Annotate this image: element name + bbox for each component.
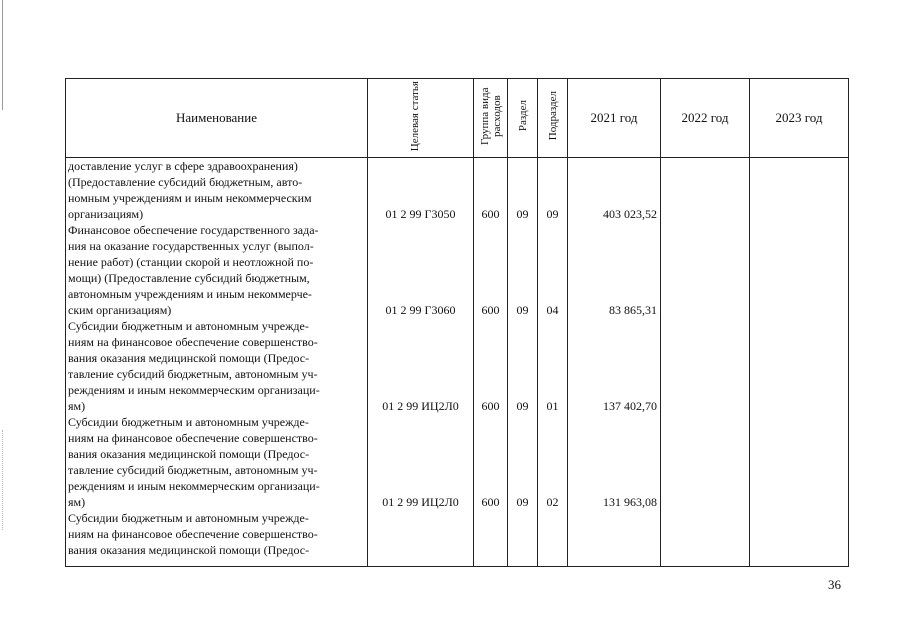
name-text-line: мощи) (Предоставление субсидий бюджетным, xyxy=(68,271,310,285)
name-text-block xyxy=(68,158,364,558)
year-2021-column xyxy=(568,158,661,567)
year-2023-column xyxy=(750,158,849,567)
left-margin-dotted-line xyxy=(2,430,4,530)
name-text-line: вания оказания медицинской помощи (Предос- xyxy=(68,543,310,557)
header-2023: 2023 год xyxy=(750,79,849,158)
name-text-line: вания оказания медицинской помощи (Предос- xyxy=(68,447,310,461)
name-text-line: тавление субсидий бюджетным, автономным уч- xyxy=(68,367,318,381)
name-text-line: ниям на финансовое обеспечение совершенство- xyxy=(68,431,318,445)
name-text-line: ниям на финансовое обеспечение совершенство- xyxy=(68,527,318,541)
name-text-line: ниям на финансовое обеспечение совершенство- xyxy=(68,335,318,349)
header-section xyxy=(508,79,538,158)
name-text-line: ям) xyxy=(68,399,86,413)
expense-group-cell: 600 xyxy=(481,399,500,413)
subsection-cell: 02 xyxy=(546,495,559,509)
header-2022: 2022 год xyxy=(661,79,750,158)
section-cell: 09 xyxy=(516,495,529,509)
header-target-article-label: Целевая статья xyxy=(408,80,421,152)
target-article-cell: 01 2 99 ИЦ2Л0 xyxy=(382,399,459,413)
name-text-line: ям) xyxy=(68,495,86,509)
name-text-line: организациям) xyxy=(68,207,144,221)
name-text-line: Субсидии бюджетным и автономным учрежде- xyxy=(68,319,309,333)
name-text-line: Субсидии бюджетным и автономным учрежде- xyxy=(68,511,309,525)
page-number: 36 xyxy=(828,577,841,592)
amount-2021-cell: 137 402,70 xyxy=(603,399,657,413)
name-text-line: доставление услуг в сфере здравоохранения) xyxy=(68,159,298,173)
year-2022-stack xyxy=(661,158,749,566)
name-text-line: вания оказания медицинской помощи (Предос- xyxy=(68,351,310,365)
section-cell: 09 xyxy=(516,303,529,317)
header-name: Наименование xyxy=(66,79,368,158)
name-text-line: Субсидии бюджетным и автономным учрежде- xyxy=(68,415,309,429)
table-body-row xyxy=(66,158,849,567)
budget-table xyxy=(65,78,849,567)
subsection-cell: 09 xyxy=(546,207,559,221)
name-text-line: номным учреждениям и иным некоммерческим xyxy=(68,191,312,205)
subsection-stack xyxy=(538,158,567,566)
header-row xyxy=(66,79,849,158)
header-subsection xyxy=(538,79,568,158)
name-text-line: (Предоставление субсидий бюджетным, авто- xyxy=(68,175,303,189)
subsection-cell: 04 xyxy=(546,303,559,317)
name-text-line: тавление субсидий бюджетным, автономным уч- xyxy=(68,463,318,477)
amount-2021-cell: 83 865,31 xyxy=(609,303,657,317)
expense-group-cell: 600 xyxy=(481,303,500,317)
target-article-cell: 01 2 99 ИЦ2Л0 xyxy=(382,495,459,509)
name-text-line: Финансовое обеспечение государственного зада- xyxy=(68,223,319,237)
name-text-line: автономным учреждениям и иным некоммерче- xyxy=(68,287,312,301)
header-target-article xyxy=(368,79,474,158)
amount-2021-cell: 131 963,08 xyxy=(603,495,657,509)
year-2023-stack xyxy=(750,158,848,566)
section-cell: 09 xyxy=(516,399,529,413)
section-column xyxy=(508,158,538,567)
expense-group-stack xyxy=(474,158,507,566)
target-article-column xyxy=(368,158,474,567)
expense-group-cell: 600 xyxy=(481,207,500,221)
amount-2021-cell: 403 023,52 xyxy=(603,207,657,221)
header-subsection-label: Подраздел xyxy=(546,91,559,141)
header-section-label: Раздел xyxy=(516,100,529,132)
target-article-cell: 01 2 99 Г3050 xyxy=(385,207,456,221)
name-column xyxy=(66,158,368,567)
name-text-line: ния на оказание государственных услуг (выпол- xyxy=(68,239,314,253)
target-article-stack xyxy=(368,158,473,566)
year-2021-stack xyxy=(568,158,660,566)
name-text-line: нение работ) (станции скорой и неотложной по- xyxy=(68,255,314,269)
name-text-line: реждениям и иным некоммерческим организаци- xyxy=(68,383,320,397)
target-article-cell: 01 2 99 Г3060 xyxy=(385,303,456,317)
header-expense-group-label: Группа вида расходов xyxy=(478,87,503,145)
subsection-cell: 01 xyxy=(546,399,559,413)
name-text-line: реждениям и иным некоммерческим организаци- xyxy=(68,479,320,493)
expense-group-cell: 600 xyxy=(481,495,500,509)
header-expense-group xyxy=(474,79,508,158)
subsection-column xyxy=(538,158,568,567)
name-text-line: ским организациям) xyxy=(68,303,172,317)
section-cell: 09 xyxy=(516,207,529,221)
header-2021: 2021 год xyxy=(568,79,661,158)
expense-group-column xyxy=(474,158,508,567)
section-stack xyxy=(508,158,537,566)
year-2022-column xyxy=(661,158,750,567)
left-margin-line xyxy=(2,0,3,110)
